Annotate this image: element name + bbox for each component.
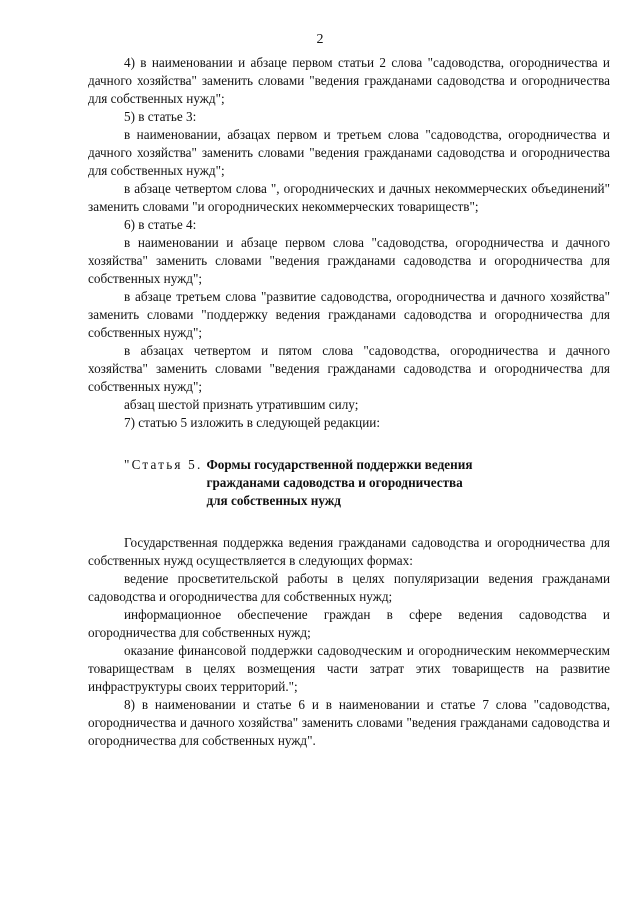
paragraph: 4) в наименовании и абзаце первом статьи 2 слова "садоводства, огородничества и дачного хозяйства" заменить словами "ведения гражданами садоводства и огородничества для собственных нужд"; <box>88 55 610 106</box>
paragraph: в абзаце четвертом слова ", огороднических и дачных некоммерческих объединений" заменить словами "и огороднических некоммерческих товариществ"; <box>88 181 610 214</box>
paragraph: 6) в статье 4: <box>124 217 197 232</box>
paragraph: в абзаце третьем слова "развитие садоводства, огородничества и дачного хозяйства" заменить словами "поддержку ведения гражданами садоводства и огородничества для собственных нужд"; <box>88 289 610 340</box>
article-title <box>206 456 524 510</box>
paragraph: оказание финансовой поддержки садоводческим и огородническим некоммерческим товариществам в целях возмещения части затрат этих товариществ на развитие инфраструктуры своих территорий."; <box>88 643 610 694</box>
paragraph: ведение просветительской работы в целях популяризации ведения гражданами садоводства и огородничества для собственных нужд; <box>88 571 610 604</box>
article-title-line: Формы государственной поддержки ведения <box>206 457 473 472</box>
paragraph: абзац шестой признать утратившим силу; <box>124 397 359 412</box>
paragraph: информационное обеспечение граждан в сфере ведения садоводства и огородничества для собственных нужд; <box>88 607 610 640</box>
paragraph: 7) статью 5 изложить в следующей редакции: <box>124 415 380 430</box>
page-number: 2 <box>316 32 324 47</box>
paragraph: Государственная поддержка ведения гражданами садоводства и огородничества для собственных нужд осуществляется в следующих формах: <box>88 535 610 568</box>
document-body <box>88 54 610 750</box>
paragraph: 8) в наименовании и статье 6 и в наименовании и статье 7 слова "садоводства, огородничества и дачного хозяйства" заменить словами "ведения гражданами садоводства и огородничества для собственных нужд". <box>88 697 610 748</box>
article-title-line: гражданами садоводства и огородничества <box>206 475 463 490</box>
paragraph: в абзацах четвертом и пятом слова "садоводства, огородничества и дачного хозяйства" заменить словами "ведения гражданами садоводства и огородничества для собственных нужд"; <box>88 343 610 394</box>
article-label: "Статья 5. <box>124 457 203 472</box>
paragraph: в наименовании и абзаце первом слова "садоводства, огородничества и дачного хозяйства" заменить словами "ведения гражданами садоводства и огородничества для собственных нужд"; <box>88 235 610 286</box>
article-heading <box>88 456 610 510</box>
paragraph: в наименовании, абзацах первом и третьем слова "садоводства, огородничества и дачного хозяйства" заменить словами "ведения гражданами садоводства и огородничества для собственных нужд"; <box>88 127 610 178</box>
paragraph: 5) в статье 3: <box>124 109 197 124</box>
article-title-line: для собственных нужд <box>206 493 341 508</box>
